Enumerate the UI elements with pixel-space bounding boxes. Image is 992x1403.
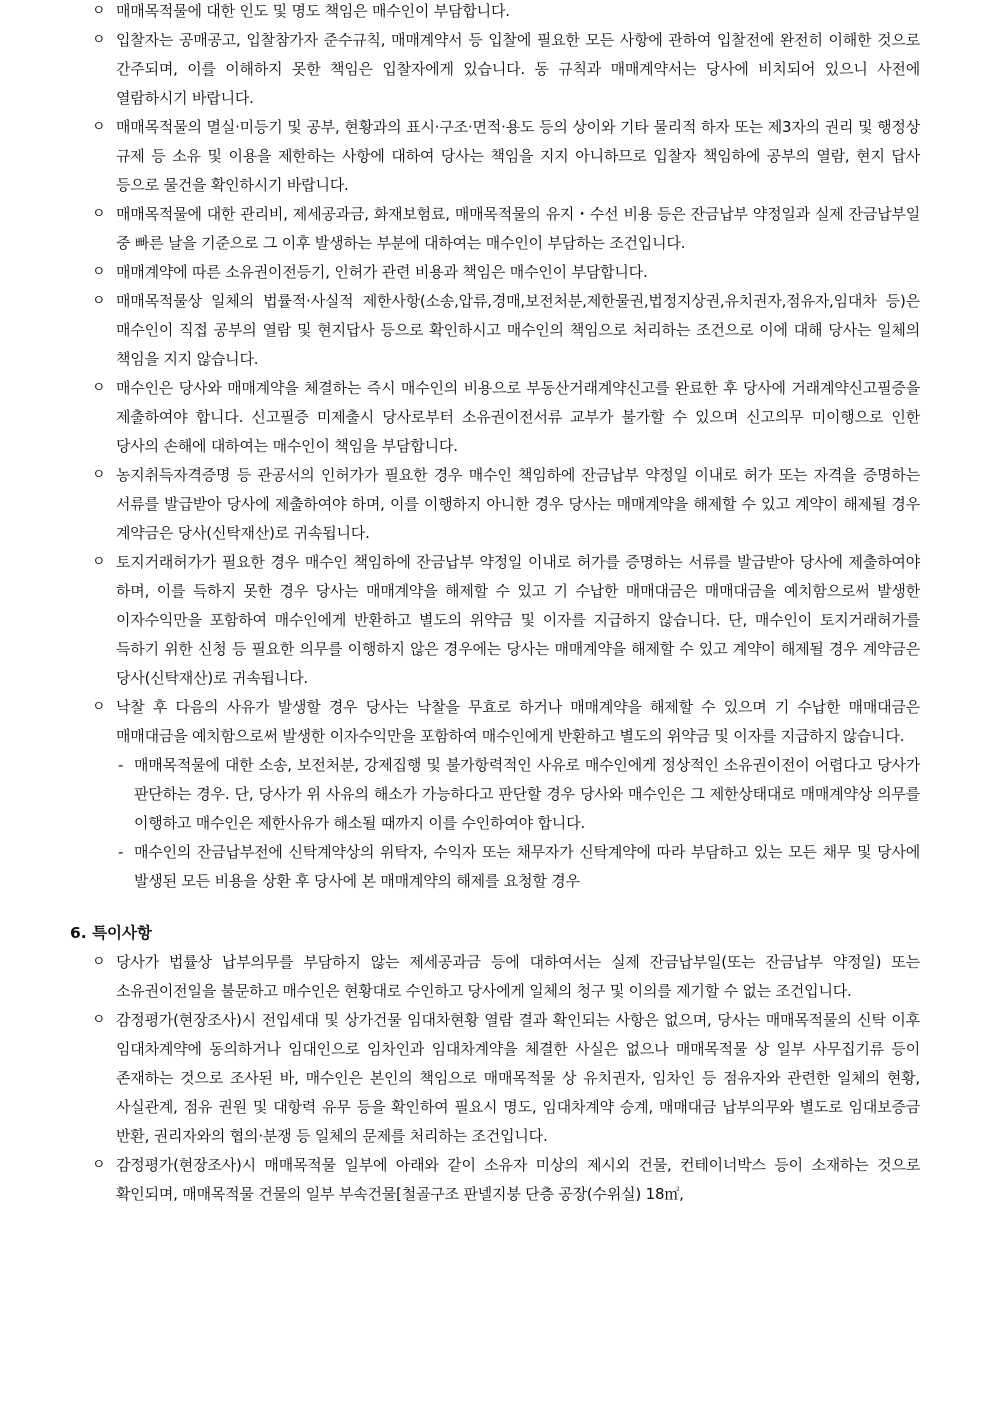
item-text: 토지거래허가가 필요한 경우 매수인 책임하에 잔금납부 약정일 이내로 허가를 증명하는 서류를 발급받아 당사에 제출하여야 하며, 이를 득하지 못한 경우 당사는 매매계약을 해제할 수 있고 기 수납한 매매대금은 매매대금을 예치함으로써 발생한 이자수익만을 포함하여 매수인에게 반환하고 별도의 위약금 및 이자를 지급하지 않습니다. 단, 매수인이 토지거래허가를 득하기 위한 신청 등 필요한 의무를 이행하지 않은 경우에는 당사는 매매계약을 해제할 수 있고 계약이 해제될 경우 계약금은 당사(신탁재산)로 귀속됩니다. — [116, 553, 920, 687]
item-text: 매매계약에 따른 소유권이전등기, 인허가 관련 비용과 책임은 매수인이 부담합니다. — [116, 263, 648, 281]
list-item — [70, 200, 920, 258]
bullet-mark: ㅇ — [92, 467, 106, 483]
item-text: 매수인은 당사와 매매계약을 체결하는 즉시 매수인의 비용으로 부동산거래계약신고를 완료한 후 당사에 거래계약신고필증을 제출하여야 합니다. 신고필증 미제출시 당사로부터 소유권이전서류 교부가 불가할 수 있으며 신고의무 미이행으로 인한 당사의 손해에 대하여는 매수인이 책임을 부담합니다. — [116, 379, 920, 455]
section5-tail-list — [70, 0, 920, 751]
dash-mark: - — [118, 843, 124, 861]
bullet-mark: ㅇ — [92, 3, 106, 19]
list-item — [70, 0, 920, 26]
list-item — [70, 948, 920, 1006]
item-text: 매매목적물상 일체의 법률적·사실적 제한사항(소송,압류,경매,보전처분,제한물권,법정지상권,유치권자,점유자,임대차 등)은 매수인이 직접 공부의 열람 및 현지답사 등으로 확인하시고 매수인의 책임으로 처리하는 조건으로 이에 대해 당사는 일체의 책임을 지지 않습니다. — [116, 292, 920, 368]
item-text: 농지취득자격증명 등 관공서의 인허가가 필요한 경우 매수인 책임하에 잔금납부 약정일 이내로 허가 또는 자격을 증명하는 서류를 발급받아 당사에 제출하여야 하며, 이를 이행하지 아니한 경우 당사는 매매계약을 해제할 수 있고 계약이 해제될 경우 계약금은 당사(신탁재산)로 귀속됩니다. — [116, 466, 920, 542]
section6-list — [70, 948, 920, 1209]
bullet-mark: ㅇ — [92, 119, 106, 135]
list-item — [70, 26, 920, 113]
bullet-mark: ㅇ — [92, 554, 106, 570]
list-item — [70, 693, 920, 751]
list-item — [70, 1151, 920, 1209]
list-item — [70, 374, 920, 461]
item-text: 매매목적물에 대한 관리비, 제세공과금, 화재보험료, 매매목적물의 유지・수선 비용 등은 잔금납부 약정일과 실제 잔금납부일 중 빠른 날을 기준으로 그 이후 발생하는 부분에 대하여는 매수인이 부담하는 조건입니다. — [116, 205, 920, 252]
list-item — [70, 1006, 920, 1151]
bullet-mark: ㅇ — [92, 32, 106, 48]
bullet-mark: ㅇ — [92, 293, 106, 309]
termination-reasons-list — [70, 751, 920, 896]
list-item — [70, 287, 920, 374]
list-item — [70, 461, 920, 548]
subitem-text: 매수인의 잔금납부전에 신탁계약상의 위탁자, 수익자 또는 채무자가 신탁계약에 따라 부담하고 있는 모든 채무 및 당사에 발생된 모든 비용을 상환 후 당사에 본 매매계약의 해제를 요청할 경우 — [134, 843, 920, 890]
subitem-text: 매매목적물에 대한 소송, 보전처분, 강제집행 및 불가항력적인 사유로 매수인에게 정상적인 소유권이전이 어렵다고 당사가 판단하는 경우. 단, 당사가 위 사유의 해소가 가능하다고 판단할 경우 당사와 매수인은 그 제한상태대로 매매계약상 의무를 이행하고 매수인은 제한사유가 해소될 때까지 이를 수인하여야 합니다. — [134, 756, 920, 832]
bullet-mark: ㅇ — [92, 206, 106, 222]
bullet-mark: ㅇ — [92, 954, 106, 970]
item-text: 입찰자는 공매공고, 입찰참가자 준수규칙, 매매계약서 등 입찰에 필요한 모든 사항에 관하여 입찰전에 완전히 이해한 것으로 간주되며, 이를 이해하지 못한 책임은 입찰자에게 있습니다. 동 규칙과 매매계약서는 당사에 비치되어 있으니 사전에 열람하시기 바랍니다. — [116, 31, 920, 107]
bullet-mark: ㅇ — [92, 1157, 106, 1173]
list-item — [70, 258, 920, 287]
sub-list-item — [70, 751, 920, 838]
item-text: 매매목적물에 대한 인도 및 명도 책임은 매수인이 부담합니다. — [116, 2, 510, 20]
item-text: 매매목적물의 멸실·미등기 및 공부, 현황과의 표시·구조·면적·용도 등의 상이와 기타 물리적 하자 또는 제3자의 권리 및 행정상 규제 등 소유 및 이용을 제한하는 사항에 대하여 당사는 책임을 지지 아니하므로 입찰자 책임하에 공부의 열람, 현지 답사 등으로 물건을 확인하시기 바랍니다. — [116, 118, 920, 194]
bullet-mark: ㅇ — [92, 1012, 106, 1028]
bullet-mark: ㅇ — [92, 699, 106, 715]
item-text: 감정평가(현장조사)시 매매목적물 일부에 아래와 같이 소유자 미상의 제시외 건물, 컨테이너박스 등이 소재하는 것으로 확인되며, 매매목적물 건물의 일부 부속건물[철골구조 판넬지붕 단층 공장(수위실) 18㎡, — [116, 1156, 920, 1203]
sub-list-item — [70, 838, 920, 896]
dash-mark: - — [118, 756, 124, 774]
list-item — [70, 113, 920, 200]
bullet-mark: ㅇ — [92, 380, 106, 396]
item-text: 감정평가(현장조사)시 전입세대 및 상가건물 임대차현황 열람 결과 확인되는 사항은 없으며, 당사는 매매목적물의 신탁 이후 임대차계약에 동의하거나 임대인으로 임차인과 임대차계약을 체결한 사실은 없으나 매매목적물 상 일부 사무집기류 등이 존재하는 것으로 조사된 바, 매수인은 본인의 책임으로 매매목적물 상 유치권자, 임차인 등 점유자와 관련한 일체의 현황, 사실관계, 점유 권원 및 대항력 유무 등을 확인하여 필요시 명도, 임대차계약 승계, 매매대금 납부의무와 별도로 임대보증금 반환, 권리자와의 협의·분쟁 등 일체의 문제를 처리하는 조건입니다. — [116, 1011, 920, 1145]
item-text: 낙찰 후 다음의 사유가 발생할 경우 당사는 낙찰을 무효로 하거나 매매계약을 해제할 수 있으며 기 수납한 매매대금은 매매대금을 예치함으로써 발생한 이자수익만을 포함하여 매수인에게 반환하고 별도의 위약금 및 이자를 지급하지 않습니다. — [116, 698, 920, 745]
item-text: 당사가 법률상 납부의무를 부담하지 않는 제세공과금 등에 대하여서는 실제 잔금납부일(또는 잔금납부 약정일) 또는 소유권이전일을 불문하고 매수인은 현황대로 수인하고 당사에게 일체의 청구 및 이의를 제기할 수 없는 조건입니다. — [116, 953, 920, 1000]
list-item — [70, 548, 920, 693]
bullet-mark: ㅇ — [92, 264, 106, 280]
section-heading: 6. 특이사항 — [70, 924, 152, 942]
